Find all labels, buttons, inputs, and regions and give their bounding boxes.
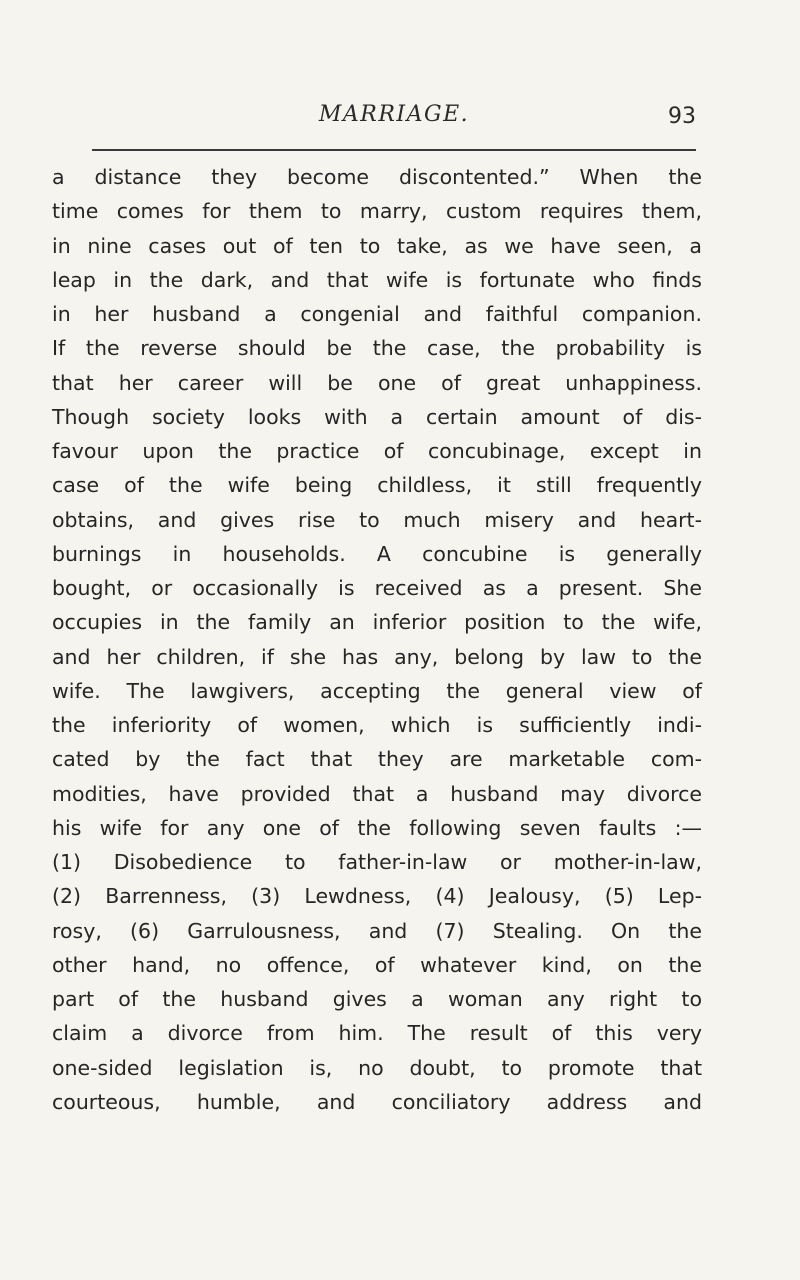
header-rule <box>92 149 696 151</box>
text-line: rosy, (6) Garrulousness, and (7) Stealing. On the <box>52 918 702 943</box>
text-line: cated by the fact that they are marketable com- <box>52 747 702 772</box>
text-line: favour upon the practice of concubinage, except in <box>52 439 702 463</box>
text-line: one-sided legislation is, no doubt, to promote that <box>52 1055 702 1080</box>
text-line: occupies in the family an inferior position to the wife, <box>52 610 702 635</box>
text-line: (1) Disobedience to father-in-law or mother-in-law, <box>52 850 702 874</box>
text-line: that her career will be one of great unhappiness. <box>52 370 702 395</box>
page-number: 93 <box>668 104 696 129</box>
text-line: in nine cases out of ten to take, as we have seen, a <box>52 233 702 258</box>
text-line: a distance they become discontented.” When the <box>52 165 702 189</box>
text-line: case of the wife being childless, it still frequently <box>52 473 702 498</box>
body-text <box>52 160 702 1119</box>
text-line: If the reverse should be the case, the probability is <box>52 336 702 361</box>
text-line: the inferiority of women, which is sufficiently indi- <box>52 713 702 737</box>
text-line: wife. The lawgivers, accepting the general view of <box>52 678 702 703</box>
text-line: leap in the dark, and that wife is fortunate who finds <box>52 267 702 292</box>
text-line: part of the husband gives a woman any right to <box>52 987 702 1011</box>
text-line: in her husband a congenial and faithful companion. <box>52 302 702 326</box>
text-line: burnings in households. A concubine is generally <box>52 541 702 566</box>
text-line: (2) Barrenness, (3) Lewdness, (4) Jealousy, (5) Lep- <box>52 884 702 909</box>
text-line: modities, have provided that a husband may divorce <box>52 781 702 806</box>
text-line: his wife for any one of the following seven faults :— <box>52 815 702 840</box>
text-line: claim a divorce from him. The result of this very <box>52 1021 702 1046</box>
text-line: Though society looks with a certain amount of dis- <box>52 404 702 429</box>
text-line: and her children, if she has any, belong by law to the <box>52 644 702 669</box>
text-line: obtains, and gives rise to much misery and heart- <box>52 507 702 532</box>
text-line: courteous, humble, and conciliatory address and <box>52 1089 702 1114</box>
text-line: bought, or occasionally is received as a present. She <box>52 576 702 600</box>
text-line: other hand, no offence, of whatever kind, on the <box>52 952 702 977</box>
text-line: time comes for them to marry, custom requires them, <box>52 199 702 224</box>
running-head <box>92 92 696 136</box>
running-title: MARRIAGE. <box>318 102 470 127</box>
